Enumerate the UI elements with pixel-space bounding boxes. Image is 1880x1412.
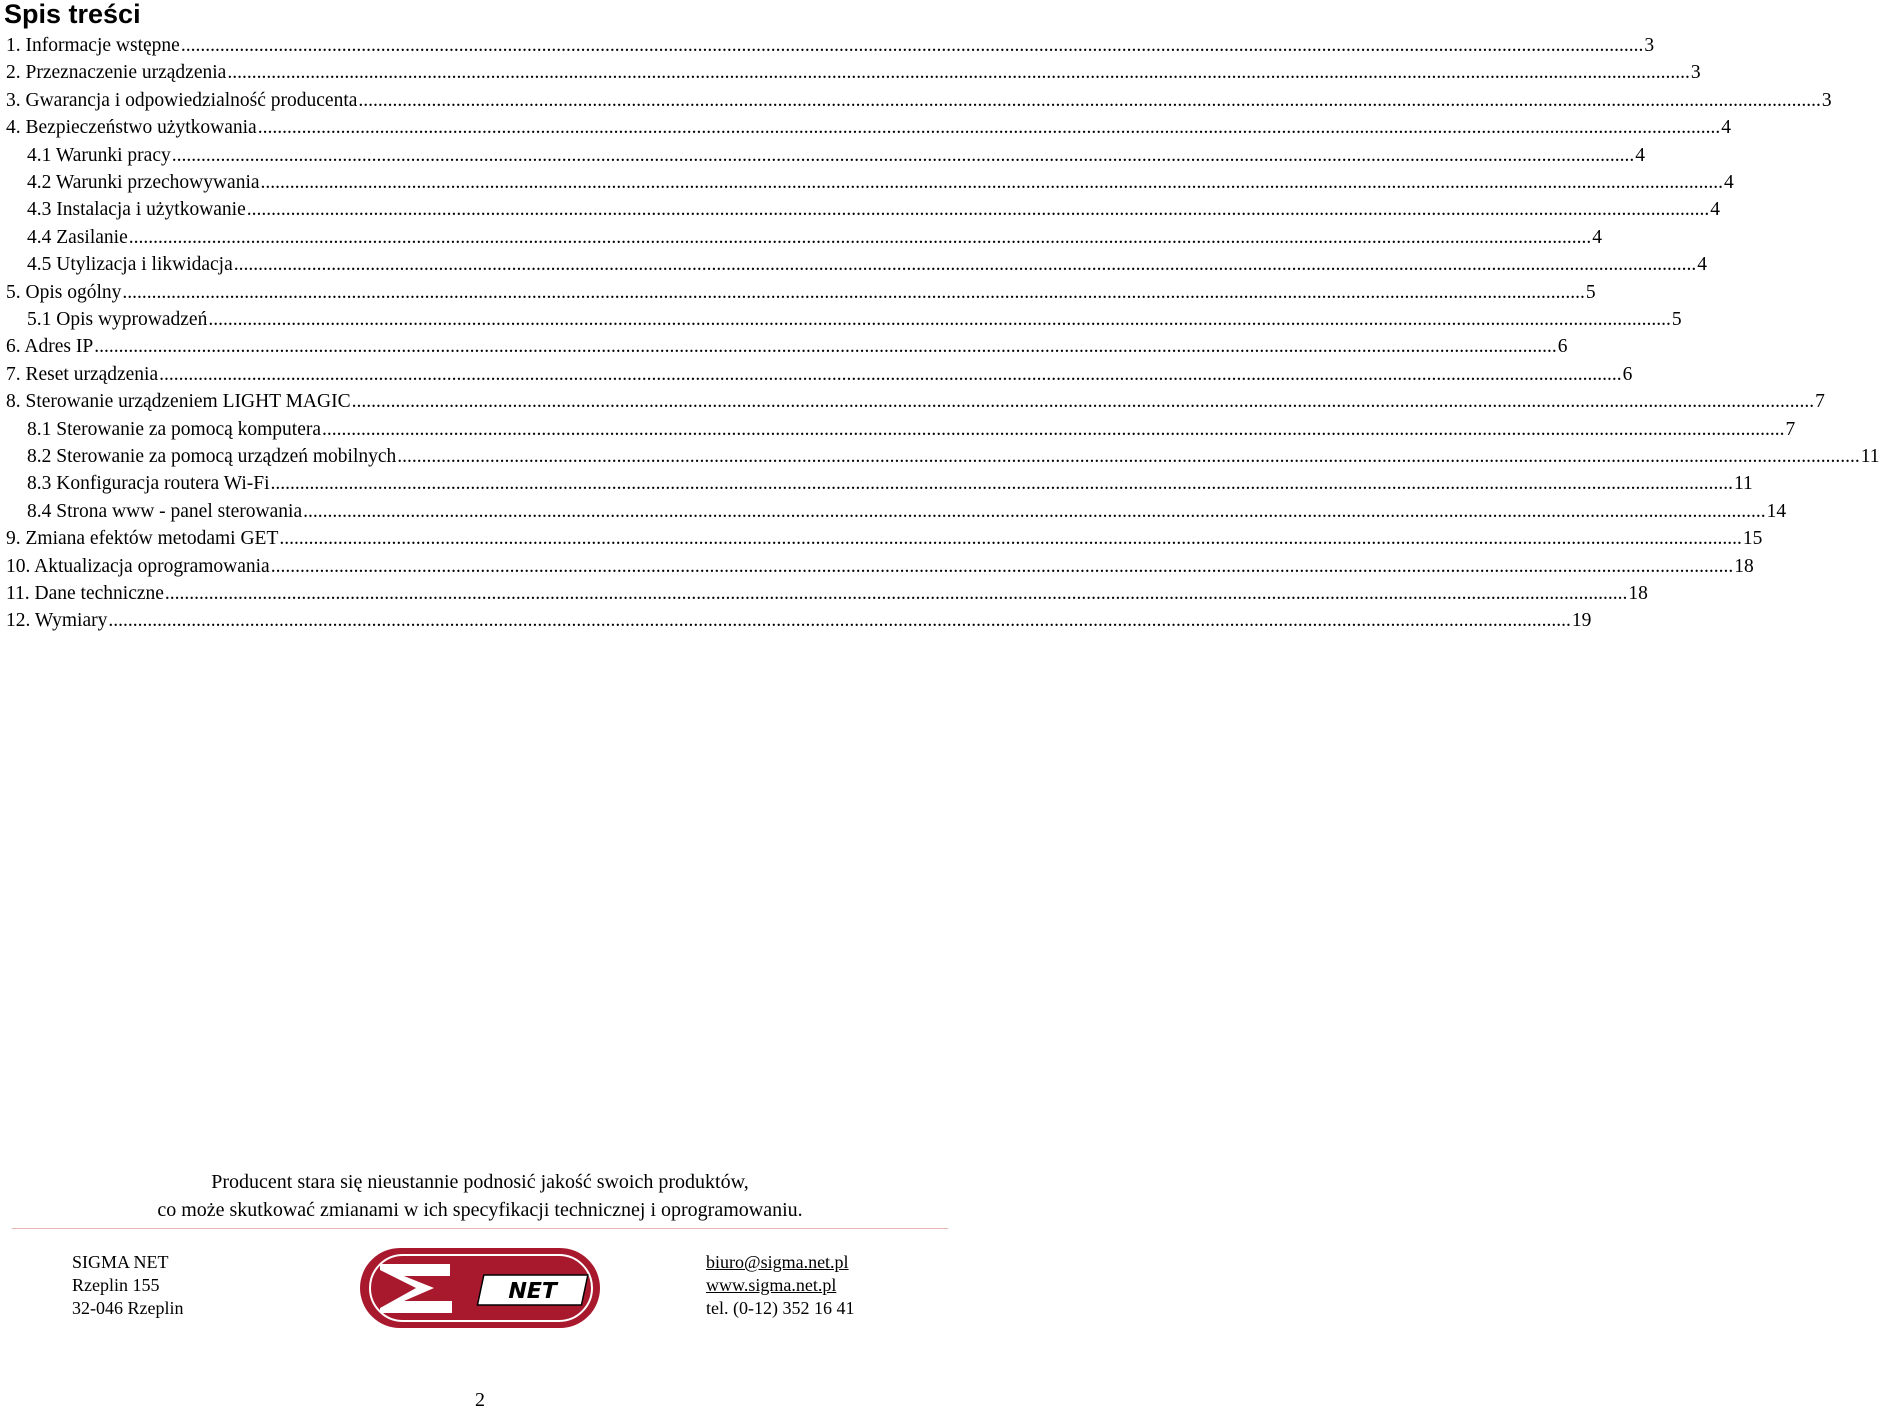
toc-entry-label: 4.4 Zasilanie — [27, 226, 128, 248]
toc-dot-leader: ............................................................................................................................................................................................................................................................................................................ — [270, 473, 1734, 495]
toc-entry-label: 6. Adres IP — [6, 336, 94, 358]
toc-entry-label: 8.4 Strona www - panel sterowania — [27, 500, 303, 522]
company-name: SIGMA NET — [72, 1252, 169, 1272]
toc-entry-6[interactable] — [6, 332, 1568, 359]
toc-dot-leader: ............................................................................................................................................................................................................................................................................................................ — [279, 528, 1742, 550]
toc-entry-page: 6 — [1622, 363, 1633, 385]
toc-dot-leader: ............................................................................................................................................................................................................................................................................................................ — [351, 391, 1815, 413]
toc-entry-page: 11 — [1734, 473, 1753, 495]
toc-entry-label: 8. Sterowanie urządzeniem LIGHT MAGIC — [6, 391, 351, 413]
toc-entry-label: 2. Przeznaczenie urządzenia — [6, 62, 227, 84]
toc-dot-leader: ............................................................................................................................................................................................................................................................................................................ — [397, 446, 1860, 467]
toc-dot-leader: ............................................................................................................................................................................................................................................................................................................ — [180, 35, 1644, 56]
toc-entry-4-4[interactable] — [27, 223, 1602, 250]
toc-entry-page: 7 — [1815, 391, 1825, 413]
toc-entry-7[interactable] — [6, 360, 1633, 387]
toc-entry-page: 11 — [1860, 446, 1880, 467]
toc-entry-label: 8.2 Sterowanie za pomocą urządzeń mobilnych — [27, 446, 397, 467]
toc-entry-8[interactable] — [6, 387, 1825, 414]
toc-entry-8-3[interactable] — [27, 469, 1753, 496]
toc-dot-leader: ............................................................................................................................................................................................................................................................................................................ — [164, 583, 1628, 604]
toc-dot-leader: ............................................................................................................................................................................................................................................................................................................ — [260, 172, 1724, 193]
company-city: 32-046 Rzeplin — [72, 1298, 184, 1318]
toc-entry-8-4[interactable] — [27, 497, 1787, 524]
toc-entry-4-3[interactable] — [27, 195, 1721, 222]
toc-entry-label: 8.3 Konfiguracja routera Wi-Fi — [27, 473, 270, 495]
toc-entry-page: 3 — [1821, 89, 1832, 111]
company-street: Rzeplin 155 — [72, 1275, 160, 1295]
toc-entry-label: 4.5 Utylizacja i likwidacja — [27, 254, 233, 276]
toc-entry-4-1[interactable] — [27, 141, 1645, 168]
toc-entry-2[interactable] — [6, 58, 1701, 85]
toc-entry-page: 6 — [1557, 336, 1568, 358]
toc-entry-page: 4 — [1721, 117, 1731, 139]
toc-entry-1[interactable] — [6, 31, 1655, 58]
toc-dot-leader: ............................................................................................................................................................................................................................................................................................................ — [208, 309, 1671, 330]
toc-entry-page: 4 — [1635, 144, 1645, 166]
toc-entry-page: 7 — [1785, 418, 1796, 440]
toc-dot-leader: ............................................................................................................................................................................................................................................................................................................ — [108, 610, 1571, 632]
notice-line-2: co może skutkować zmianami w ich specyfikacji technicznej i oprogramowaniu. — [157, 1199, 803, 1221]
toc-entry-page: 14 — [1766, 500, 1787, 522]
toc-entry-5-1[interactable] — [27, 305, 1682, 332]
toc-dot-leader: ............................................................................................................................................................................................................................................................................................................ — [159, 363, 1622, 385]
toc-entry-4[interactable] — [6, 113, 1731, 140]
website-link[interactable]: www.sigma.net.pl — [706, 1275, 837, 1295]
product-notice — [0, 1168, 960, 1224]
toc-entry-label: 4.2 Warunki przechowywania — [27, 172, 260, 193]
contact-info — [706, 1251, 854, 1320]
phone-number: tel. (0-12) 352 16 41 — [706, 1298, 855, 1318]
notice-line-1: Producent stara się nieustannie podnosić jakość swoich produktów, — [211, 1171, 749, 1193]
page-number: 2 — [475, 1389, 485, 1411]
toc-entry-4-2[interactable] — [27, 168, 1734, 195]
toc-entry-label: 4.1 Warunki pracy — [27, 144, 171, 166]
toc-entry-label: 12. Wymiary — [6, 610, 108, 632]
toc-entry-page: 4 — [1697, 254, 1708, 276]
toc-dot-leader: ............................................................................................................................................................................................................................................................................................................ — [358, 89, 1821, 111]
toc-entry-label: 7. Reset urządzenia — [6, 363, 159, 385]
logo-text: NET — [505, 1278, 560, 1304]
toc-dot-leader: ............................................................................................................................................................................................................................................................................................................ — [270, 555, 1734, 577]
toc-entry-label: 10. Aktualizacja oprogramowania — [6, 555, 270, 577]
toc-entry-page: 15 — [1742, 528, 1763, 550]
toc-entry-3[interactable] — [6, 86, 1832, 113]
toc-dot-leader: ............................................................................................................................................................................................................................................................................................................ — [246, 199, 1710, 221]
toc-entry-label: 5.1 Opis wyprowadzeń — [27, 309, 208, 330]
toc-entry-label: 3. Gwarancja i odpowiedzialność producenta — [6, 89, 358, 111]
toc-entry-label: 9. Zmiana efektów metodami GET — [6, 528, 279, 550]
toc-dot-leader: ............................................................................................................................................................................................................................................................................................................ — [233, 254, 1697, 276]
toc-entry-5[interactable] — [6, 278, 1596, 305]
toc-dot-leader: ............................................................................................................................................................................................................................................................................................................ — [94, 336, 1557, 358]
toc-entry-label: 1. Informacje wstępne — [6, 35, 180, 56]
toc-entry-8-1[interactable] — [27, 415, 1796, 442]
toc-dot-leader: ............................................................................................................................................................................................................................................................................................................ — [128, 226, 1592, 248]
toc-entry-page: 18 — [1734, 555, 1754, 577]
toc-entry-8-2[interactable] — [27, 442, 1880, 469]
sigma-net-logo — [358, 1246, 602, 1330]
toc-entry-label: 4. Bezpieczeństwo użytkowania — [6, 117, 257, 139]
toc-entry-page: 3 — [1644, 35, 1655, 56]
toc-entry-label: 11. Dane techniczne — [6, 583, 164, 604]
email-link[interactable]: biuro@sigma.net.pl — [706, 1252, 849, 1272]
toc-entry-10[interactable] — [6, 552, 1754, 579]
toc-entry-page: 4 — [1592, 226, 1602, 248]
toc-entry-label: 5. Opis ogólny — [6, 281, 122, 303]
toc-entry-page: 5 — [1585, 281, 1596, 303]
toc-dot-leader: ............................................................................................................................................................................................................................................................................................................ — [322, 418, 1785, 440]
footer-divider — [12, 1228, 948, 1229]
toc-entry-page: 19 — [1571, 610, 1592, 632]
toc-dot-leader: ............................................................................................................................................................................................................................................................................................................ — [171, 144, 1635, 166]
toc-entry-page: 4 — [1724, 172, 1734, 193]
toc-entry-page: 5 — [1671, 309, 1682, 330]
toc-entry-12[interactable] — [6, 606, 1592, 633]
toc-entry-4-5[interactable] — [27, 250, 1708, 277]
toc-dot-leader: ............................................................................................................................................................................................................................................................................................................ — [227, 62, 1690, 84]
toc-title: Spis treści — [4, 0, 141, 29]
toc-entry-page: 3 — [1690, 62, 1701, 84]
toc-entry-11[interactable] — [6, 579, 1648, 606]
toc-entry-9[interactable] — [6, 524, 1763, 551]
toc-dot-leader: ............................................................................................................................................................................................................................................................................................................ — [303, 500, 1766, 522]
company-address — [72, 1251, 183, 1320]
toc-entry-label: 4.3 Instalacja i użytkowanie — [27, 199, 246, 221]
toc-entry-label: 8.1 Sterowanie za pomocą komputera — [27, 418, 322, 440]
toc-entry-page: 18 — [1628, 583, 1648, 604]
toc-entry-page: 4 — [1710, 199, 1721, 221]
toc-dot-leader: ............................................................................................................................................................................................................................................................................................................ — [122, 281, 1585, 303]
toc-dot-leader: ............................................................................................................................................................................................................................................................................................................ — [257, 117, 1721, 139]
